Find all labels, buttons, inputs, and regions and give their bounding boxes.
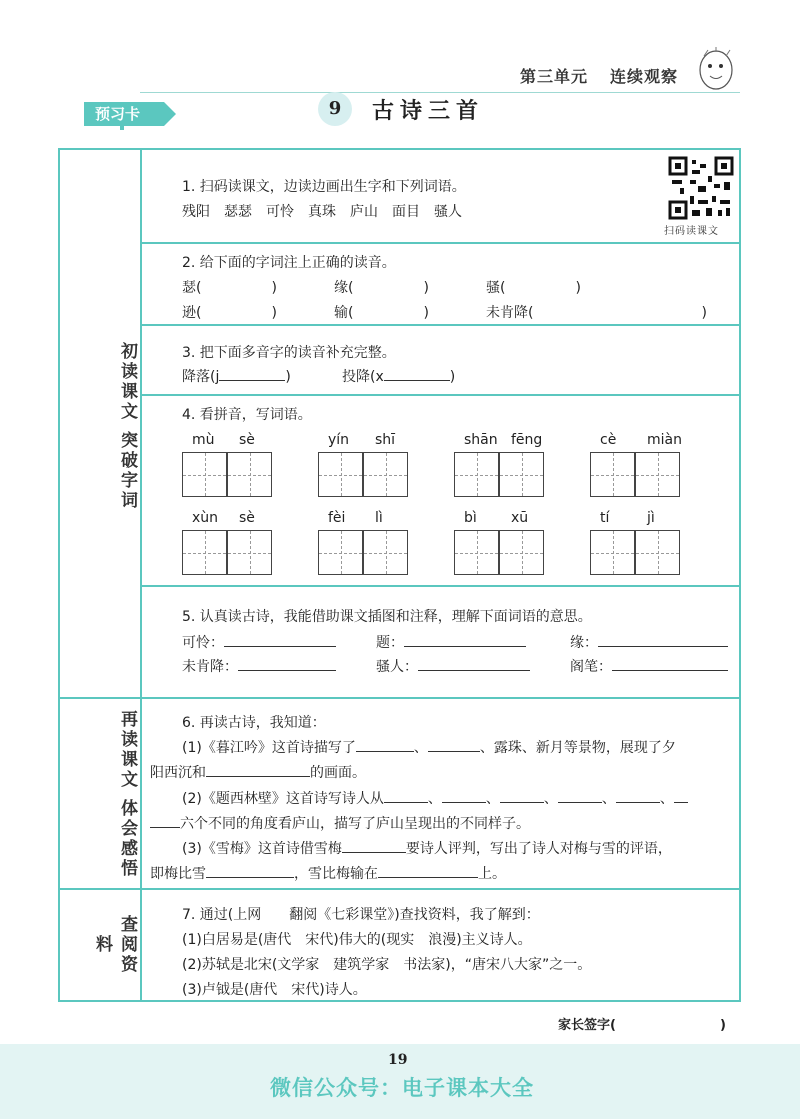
q6-line bbox=[182, 737, 676, 757]
pinyin-label: lì bbox=[375, 510, 383, 526]
q5-label: 可怜： bbox=[182, 635, 224, 651]
q6-text: 、 bbox=[543, 791, 558, 807]
answer-blank[interactable] bbox=[404, 632, 526, 647]
q5-item bbox=[376, 656, 530, 676]
pinyin-label: xùn bbox=[192, 510, 219, 526]
writing-grid-cell[interactable] bbox=[635, 452, 680, 497]
writing-grid-cell[interactable] bbox=[227, 530, 272, 575]
q5-item bbox=[376, 632, 526, 652]
q6-text: 即梅比雪 bbox=[150, 866, 206, 882]
q3-paren: ) bbox=[449, 369, 456, 385]
writing-grid-cell[interactable] bbox=[318, 452, 363, 497]
q7-line: (3)卢钺是(唐代 宋代)诗人。 bbox=[182, 982, 367, 998]
lesson-number: 9 bbox=[318, 92, 352, 126]
writing-grid-cell[interactable] bbox=[227, 452, 272, 497]
q2-item: 未肯降( ) bbox=[486, 305, 707, 321]
writing-grid-cell[interactable] bbox=[499, 530, 544, 575]
answer-blank[interactable] bbox=[224, 632, 336, 647]
answer-blank[interactable] bbox=[219, 366, 285, 381]
pinyin-label: cè bbox=[600, 432, 617, 448]
qr-code[interactable] bbox=[668, 156, 734, 220]
header-rule bbox=[140, 92, 740, 93]
writing-grid-cell[interactable] bbox=[590, 452, 635, 497]
q3-word-b: 投降(x bbox=[342, 369, 384, 385]
pinyin-label: yín bbox=[328, 432, 350, 448]
pinyin-label: fèi bbox=[328, 510, 346, 526]
answer-blank[interactable] bbox=[384, 366, 450, 381]
pinyin-label: sè bbox=[239, 432, 255, 448]
q6-text: 的画面。 bbox=[310, 765, 366, 781]
pinyin-label: xū bbox=[511, 510, 529, 526]
section-label-second-read: 再读课文 体会感悟 bbox=[117, 709, 137, 879]
wechat-watermark: 微信公众号：电子课本大全 bbox=[270, 1076, 534, 1100]
q6-text: 、 bbox=[485, 791, 500, 807]
q5-item bbox=[570, 632, 728, 652]
q6-line bbox=[182, 838, 672, 858]
section-divider bbox=[58, 697, 741, 699]
qr-label: 扫码读课文 bbox=[664, 226, 719, 237]
q3-paren: ) bbox=[285, 369, 291, 385]
writing-grid-cell[interactable] bbox=[454, 452, 499, 497]
q5-label: 阁笔： bbox=[570, 659, 612, 675]
row-divider bbox=[140, 585, 741, 587]
row-divider bbox=[140, 242, 741, 244]
writing-grid-cell[interactable] bbox=[635, 530, 680, 575]
parent-signature[interactable]: 家长签字( ) bbox=[558, 1018, 726, 1033]
q6-prompt: 6. 再读古诗，我知道： bbox=[182, 715, 326, 731]
q6-text: (2)《题西林壁》这首诗写诗人从 bbox=[182, 791, 384, 807]
q5-prompt: 5. 认真读古诗，我能借助课文插图和注释，理解下面词语的意思。 bbox=[182, 609, 592, 625]
answer-blank[interactable] bbox=[356, 737, 414, 752]
writing-grid-cell[interactable] bbox=[318, 530, 363, 575]
answer-blank[interactable] bbox=[612, 656, 728, 671]
section-label-first-read: 初读课文 突破字词 bbox=[117, 341, 137, 511]
unit-theme: 连续观察 bbox=[610, 67, 679, 86]
q2-item: 瑟( ) bbox=[182, 280, 277, 296]
answer-blank[interactable] bbox=[206, 762, 310, 777]
q3-item-a bbox=[182, 366, 291, 386]
writing-grid-cell[interactable] bbox=[363, 452, 408, 497]
pinyin-label: tí bbox=[600, 510, 610, 526]
q2-item: 骚( ) bbox=[486, 280, 581, 296]
pinyin-label: fēng bbox=[511, 432, 543, 448]
q5-label: 骚人： bbox=[376, 659, 418, 675]
q6-text: 上。 bbox=[478, 866, 506, 882]
answer-blank[interactable] bbox=[384, 788, 428, 803]
q5-label: 缘： bbox=[570, 635, 598, 651]
q3-item-b bbox=[342, 366, 455, 386]
answer-blank[interactable] bbox=[674, 788, 688, 803]
q1-prompt: 1. 扫码读课文，边读边画出生字和下列词语。 bbox=[182, 179, 466, 195]
column-divider bbox=[140, 148, 142, 1002]
q6-text: 、 bbox=[413, 740, 428, 756]
q6-text: 要诗人评判，写出了诗人对梅与雪的评语， bbox=[405, 841, 672, 857]
q2-item: 逊( ) bbox=[182, 305, 277, 321]
q5-item bbox=[570, 656, 728, 676]
q6-text: 六个不同的角度看庐山，描写了庐山呈现出的不同样子。 bbox=[180, 816, 530, 832]
answer-blank[interactable] bbox=[558, 788, 602, 803]
answer-blank[interactable] bbox=[206, 863, 294, 878]
lesson-title: 古诗三首 bbox=[372, 98, 485, 124]
answer-blank[interactable] bbox=[378, 863, 478, 878]
preview-card-label: 预习卡 bbox=[95, 105, 141, 123]
q2-item: 缘( ) bbox=[334, 280, 429, 296]
q6-text: 阳西沉和 bbox=[150, 765, 206, 781]
section-label-research: 查阅资料 bbox=[92, 915, 137, 975]
q5-item bbox=[182, 656, 336, 676]
q6-text: 、 bbox=[427, 791, 442, 807]
q7-line: (2)苏轼是北宋(文学家 建筑学家 书法家)，“唐宋八大家”之一。 bbox=[182, 957, 592, 973]
q6-text: ，雪比梅输在 bbox=[294, 866, 378, 882]
pinyin-label: sè bbox=[239, 510, 255, 526]
q7-line: (1)白居易是(唐代 宋代)伟大的(现实 浪漫)主义诗人。 bbox=[182, 932, 532, 948]
q6-text: 、露珠、新月等景物，展现了夕 bbox=[479, 740, 676, 756]
pinyin-label: shān bbox=[464, 432, 498, 448]
q6-line bbox=[150, 762, 366, 782]
q6-text: 、 bbox=[601, 791, 616, 807]
pinyin-label: mù bbox=[192, 432, 215, 448]
q5-label: 未肯降： bbox=[182, 659, 238, 675]
unit-label: 第三单元 bbox=[520, 67, 589, 86]
q6-line bbox=[150, 813, 530, 833]
q1-words: 残阳 瑟瑟 可怜 真珠 庐山 面目 骚人 bbox=[182, 204, 462, 220]
page-number: 19 bbox=[388, 1052, 408, 1068]
writing-grid-cell[interactable] bbox=[182, 530, 227, 575]
pinyin-label: bì bbox=[464, 510, 477, 526]
q6-line bbox=[182, 788, 688, 808]
mascot-illustration bbox=[696, 46, 736, 92]
answer-blank[interactable] bbox=[428, 737, 480, 752]
q3-prompt: 3. 把下面多音字的读音补充完整。 bbox=[182, 345, 396, 361]
answer-blank[interactable] bbox=[150, 813, 180, 828]
pinyin-label: miàn bbox=[647, 432, 682, 448]
answer-blank[interactable] bbox=[598, 632, 728, 647]
q4-prompt: 4. 看拼音，写词语。 bbox=[182, 407, 312, 423]
answer-blank[interactable] bbox=[238, 656, 336, 671]
writing-grid-cell[interactable] bbox=[454, 530, 499, 575]
q6-text: (3)《雪梅》这首诗借雪梅 bbox=[182, 841, 342, 857]
writing-grid-cell[interactable] bbox=[182, 452, 227, 497]
section-divider bbox=[58, 888, 741, 890]
pinyin-label: jì bbox=[647, 510, 655, 526]
q5-item bbox=[182, 632, 336, 652]
q6-line bbox=[150, 863, 506, 883]
row-divider bbox=[140, 324, 741, 326]
q2-item: 输( ) bbox=[334, 305, 429, 321]
q5-label: 题： bbox=[376, 635, 404, 651]
answer-blank[interactable] bbox=[342, 838, 406, 853]
writing-grid-cell[interactable] bbox=[363, 530, 408, 575]
answer-blank[interactable] bbox=[616, 788, 660, 803]
answer-blank[interactable] bbox=[500, 788, 544, 803]
q3-word-a: 降落(j bbox=[182, 369, 220, 385]
writing-grid-cell[interactable] bbox=[590, 530, 635, 575]
pinyin-label: shī bbox=[375, 432, 396, 448]
q7-prompt: 7. 通过(上网 翻阅《七彩课堂》)查找资料，我了解到： bbox=[182, 907, 540, 923]
q2-prompt: 2. 给下面的字词注上正确的读音。 bbox=[182, 255, 396, 271]
q6-text: 、 bbox=[659, 791, 674, 807]
writing-grid-cell[interactable] bbox=[499, 452, 544, 497]
unit-header bbox=[520, 64, 678, 87]
answer-blank[interactable] bbox=[442, 788, 486, 803]
q6-text: (1)《暮江吟》这首诗描写了 bbox=[182, 740, 356, 756]
row-divider bbox=[140, 394, 741, 396]
answer-blank[interactable] bbox=[418, 656, 530, 671]
